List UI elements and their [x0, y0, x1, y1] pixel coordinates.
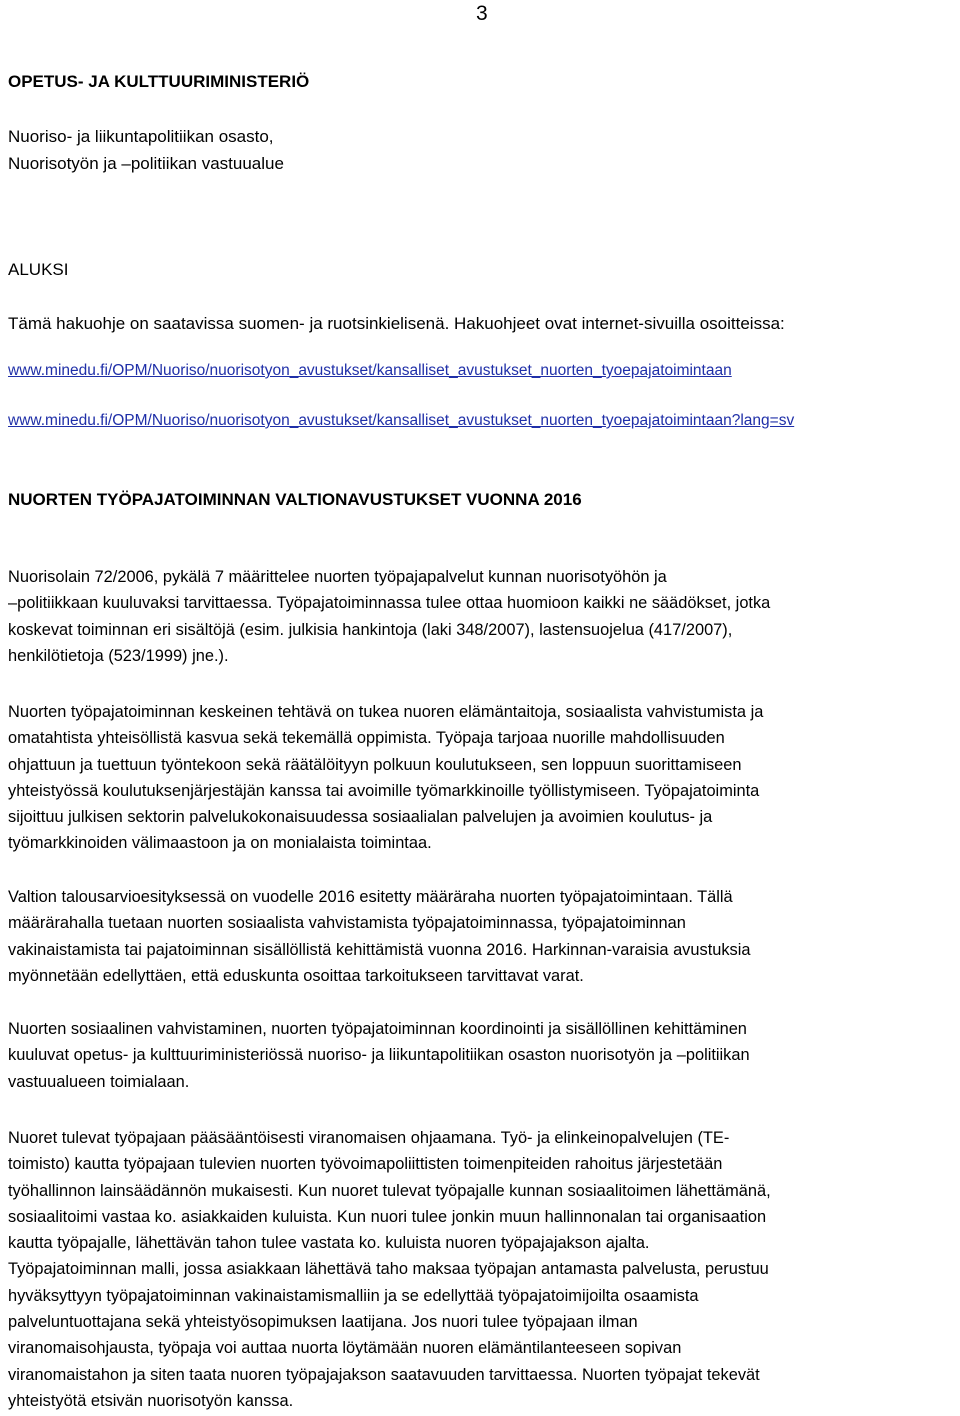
paragraph-line: sijoittuu julkisen sektorin palvelukokonaisuudessa sosiaalialan palvelujen ja avoimien koulutus- ja [8, 808, 713, 827]
intro-heading: ALUKSI [8, 260, 69, 279]
paragraph-line: viranomaisohjausta, työpaja voi auttaa nuorta löytämään nuoren elämäntilanteeseen sopivan [8, 1339, 682, 1358]
paragraph-line: Nuorten työpajatoiminnan keskeinen tehtävä on tukea nuoren elämäntaitoja, sosiaalista vahvistumista ja [8, 703, 764, 721]
paragraph-line: ohjattuun ja tuettuun työntekoon sekä räätälöityyn polkuun koulutukseen, sen loppuun suorittamiseen [8, 755, 742, 774]
page-number: 3 [476, 2, 488, 25]
paragraph-referral [8, 1125, 956, 1414]
paragraph-line: Nuoret tulevat työpajaan pääsääntöisesti viranomaisen ohjaamana. Työ- ja elinkeinopalvelujen (TE- [8, 1129, 730, 1147]
paragraph-line: omatahtista yhteisöllistä kasvua sekä tekemällä oppimista. Työpaja tarjoaa nuorille mahdollisuuden [8, 729, 725, 748]
paragraph-line: sosiaalitoimi vastaa ko. asiakkaiden kuluista. Kun nuori tulee jonkin muun hallinnonalan tai organisaation [8, 1207, 767, 1226]
paragraph-line: Työpajatoiminnan malli, jossa asiakkaan lähettävä taho maksaa työpajan antamasta palvelusta, perustuu [8, 1260, 769, 1279]
paragraph-line: työmarkkinoiden välimaastoon ja on monialaista toimintaa. [8, 834, 432, 853]
paragraph-line: Valtion talousarvioesityksessä on vuodelle 2016 esitetty määräraha nuorten työpajatoimintaan. Tällä [8, 888, 733, 906]
paragraph-line: hyväksyttyyn työpajatoiminnan vakinaistamismalliin ja se edellyttää työpajatoimijoilta osaamista [8, 1286, 699, 1305]
paragraph-workshop-task [8, 699, 956, 857]
paragraph-line: määrärahalla tuetaan nuorten sosiaalista vahvistamista työpajatoiminnassa, työpajatoiminnan [8, 914, 686, 933]
paragraph-line: vakinaistamista tai pajatoiminnan sisällöllistä kehittämistä vuonna 2016. Harkinnan-varaisia avustuksia [8, 940, 751, 959]
paragraph-line: viranomaistahon ja siten taata nuoren työpajajakson saatavuuden tarvittaessa. Nuorten työpajat tekevät [8, 1365, 760, 1384]
paragraph-responsibility [8, 1016, 956, 1095]
paragraph-line: palveluntuottajana sekä yhteistyösopimuksen laatijana. Jos nuori tulee työpajaan ilman [8, 1313, 638, 1332]
paragraph-line: –politiikkaan kuuluvaksi tarvittaessa. Työpajatoiminnassa tulee ottaa huomioon kaikki ne säädökset, jotka [8, 594, 771, 613]
paragraph-line: Nuorten sosiaalinen vahvistaminen, nuorten työpajatoiminnan koordinointi ja sisällöllinen kehittäminen [8, 1020, 747, 1038]
department-line: Nuoriso- ja liikuntapolitiikan osasto, [8, 127, 274, 146]
paragraph-line: koskevat toiminnan eri sisältöjä (esim. julkisia hankintoja (laki 348/2007), lastensuojelua (417/2007), [8, 620, 733, 639]
paragraph-youth-act [8, 564, 956, 669]
paragraph-budget [8, 884, 956, 989]
swedish-guide-link[interactable]: www.minedu.fi/OPM/Nuoriso/nuorisotyon_avustukset/kansalliset_avustukset_nuorten_tyoepajatoimintaan?lang=sv [8, 412, 795, 429]
paragraph-line: yhteistyötä etsivän nuorisotyön kanssa. [8, 1391, 294, 1410]
intro-text: Tämä hakuohje on saatavissa suomen- ja ruotsinkielisenä. Hakuohjeet ovat internet-sivuilla osoitteissa: [8, 314, 785, 333]
paragraph-line: yhteistyössä koulutuksenjärjestäjän kanssa tai avoimille työmarkkinoille työllistymiseen. Työpajatoiminta [8, 781, 760, 800]
paragraph-line: Nuorisolain 72/2006, pykälä 7 määrittelee nuorten työpajapalvelut kunnan nuorisotyöhön ja [8, 568, 667, 586]
paragraph-line: toimisto) kautta työpajaan tulevien nuorten työvoimapoliittisten toimenpiteiden rahoitus järjestetään [8, 1155, 723, 1174]
paragraph-line: kuuluvat opetus- ja kulttuuriministeriössä nuoriso- ja liikuntapolitiikan osaston nuorisotyön ja –politiikan [8, 1046, 750, 1065]
department-line: Nuorisotyön ja –politiikan vastuualue [8, 154, 284, 173]
paragraph-line: henkilötietoja (523/1999) jne.). [8, 646, 229, 665]
paragraph-line: vastuualueen toimialaan. [8, 1072, 190, 1091]
section-title: NUORTEN TYÖPAJATOIMINNAN VALTIONAVUSTUKSET VUONNA 2016 [8, 490, 582, 509]
ministry-title: OPETUS- JA KULTTUURIMINISTERIÖ [8, 72, 310, 91]
paragraph-line: myönnetään edellyttäen, että eduskunta osoittaa tarkoitukseen tarvittavat varat. [8, 966, 584, 985]
paragraph-line: kautta työpajalle, lähettävän tahon tulee vastata ko. kuluista nuoren työpajajakson ajalta. [8, 1234, 650, 1253]
paragraph-line: työhallinnon lainsäädännön mukaisesti. Kun nuoret tulevat työpajalle kunnan sosiaalitoimen lähettämänä, [8, 1181, 771, 1200]
finnish-guide-link[interactable]: www.minedu.fi/OPM/Nuoriso/nuorisotyon_avustukset/kansalliset_avustukset_nuorten_tyoepajatoimintaan [8, 362, 732, 379]
department-block [8, 123, 956, 177]
